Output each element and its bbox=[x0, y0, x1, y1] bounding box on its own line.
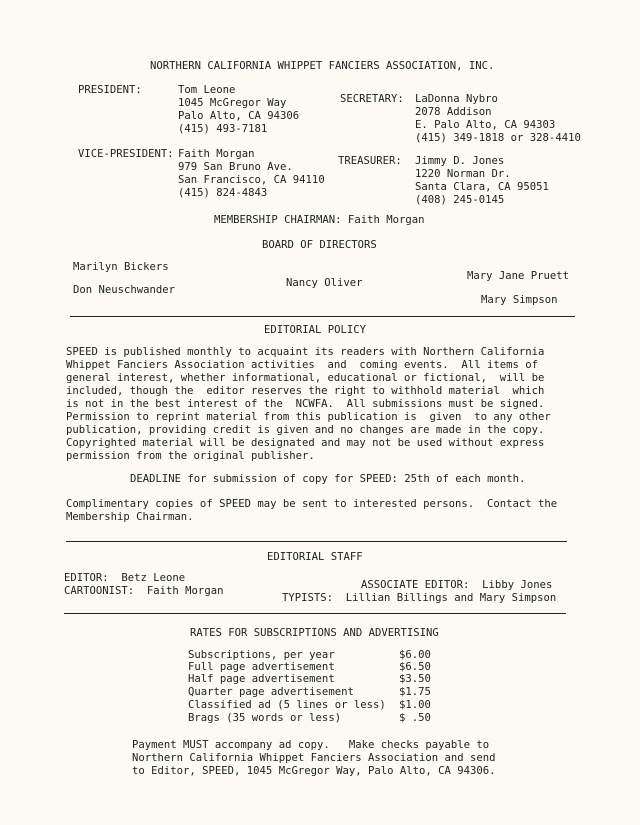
rate-price: $6.50 bbox=[399, 661, 431, 673]
editor-line: EDITOR: Betz Leone bbox=[64, 572, 186, 584]
rate-price: $6.00 bbox=[399, 649, 431, 661]
rate-price: $3.50 bbox=[399, 673, 431, 685]
policy-line: Permission to reprint material from this publication is given to any other bbox=[66, 411, 551, 423]
board-member: Don Neuschwander bbox=[73, 284, 176, 296]
treasurer-role: TREASURER: bbox=[338, 155, 402, 167]
rate-label: Quarter page advertisement bbox=[188, 686, 354, 698]
policy-line: Whippet Fanciers Association activities and coming events. All items of bbox=[66, 359, 538, 371]
president-phone: (415) 493-7181 bbox=[178, 123, 268, 135]
secretary-phone: (415) 349-1818 or 328-4410 bbox=[415, 132, 581, 144]
rate-label: Classified ad (5 lines or less) bbox=[188, 699, 386, 711]
rate-label: Subscriptions, per year bbox=[188, 649, 335, 661]
board-heading: BOARD OF DIRECTORS bbox=[262, 239, 377, 251]
complimentary-line: Complimentary copies of SPEED may be sent to interested persons. Contact the bbox=[66, 498, 558, 510]
section-divider bbox=[70, 316, 575, 317]
treasurer-phone: (408) 245-0145 bbox=[415, 194, 505, 206]
editorial-staff-heading: EDITORIAL STAFF bbox=[267, 551, 363, 563]
rates-heading: RATES FOR SUBSCRIPTIONS AND ADVERTISING bbox=[190, 627, 439, 639]
membership-chairman: MEMBERSHIP CHAIRMAN: Faith Morgan bbox=[214, 214, 425, 226]
treasurer-address: 1220 Norman Dr. bbox=[415, 168, 511, 180]
secretary-address: 2078 Addison bbox=[415, 106, 492, 118]
president-address: 1045 McGregor Way bbox=[178, 97, 287, 109]
complimentary-line: Membership Chairman. bbox=[66, 511, 194, 523]
rate-price: $ .50 bbox=[399, 712, 431, 724]
board-member: Nancy Oliver bbox=[286, 277, 363, 289]
president-name: Tom Leone bbox=[178, 84, 236, 96]
section-divider bbox=[66, 541, 567, 542]
vice-president-role: VICE-PRESIDENT: bbox=[78, 148, 174, 160]
vice-president-city: San Francisco, CA 94110 bbox=[178, 174, 325, 186]
deadline-line: DEADLINE for submission of copy for SPEED: 25th of each month. bbox=[130, 473, 526, 485]
policy-line: is not in the best interest of the NCWFA. All submissions must be signed. bbox=[66, 398, 545, 410]
editorial-policy-heading: EDITORIAL POLICY bbox=[264, 324, 367, 336]
treasurer-name: Jimmy D. Jones bbox=[415, 155, 505, 167]
policy-line: SPEED is published monthly to acquaint its readers with Northern California bbox=[66, 346, 545, 358]
payment-line: Northern California Whippet Fanciers Association and send bbox=[132, 752, 496, 764]
payment-line: Payment MUST accompany ad copy. Make checks payable to bbox=[132, 739, 490, 751]
section-divider bbox=[64, 613, 566, 614]
president-role: PRESIDENT: bbox=[78, 84, 142, 96]
board-member: Mary Jane Pruett bbox=[467, 270, 570, 282]
president-city: Palo Alto, CA 94306 bbox=[178, 110, 300, 122]
cartoonist-line: CARTOONIST: Faith Morgan bbox=[64, 585, 224, 597]
vice-president-phone: (415) 824-4843 bbox=[178, 187, 268, 199]
rate-label: Brags (35 words or less) bbox=[188, 712, 342, 724]
associate-editor-line: ASSOCIATE EDITOR: Libby Jones bbox=[361, 579, 553, 591]
treasurer-city: Santa Clara, CA 95051 bbox=[415, 181, 549, 193]
policy-line: Copyrighted material will be designated and may not be used without express bbox=[66, 437, 545, 449]
rate-label: Half page advertisement bbox=[188, 673, 335, 685]
rate-price: $1.75 bbox=[399, 686, 431, 698]
secretary-city: E. Palo Alto, CA 94303 bbox=[415, 119, 556, 131]
org-title: NORTHERN CALIFORNIA WHIPPET FANCIERS ASSOCIATION, INC. bbox=[150, 60, 495, 72]
typists-line: TYPISTS: Lillian Billings and Mary Simpson bbox=[282, 592, 557, 604]
secretary-role: SECRETARY: bbox=[340, 93, 404, 105]
board-member: Mary Simpson bbox=[481, 294, 558, 306]
policy-line: general interest, whether informational, educational or fictional, will be bbox=[66, 372, 545, 384]
rate-label: Full page advertisement bbox=[188, 661, 335, 673]
secretary-name: LaDonna Nybro bbox=[415, 93, 498, 105]
payment-line: to Editor, SPEED, 1045 McGregor Way, Palo Alto, CA 94306. bbox=[132, 765, 496, 777]
policy-line: permission from the original publisher. bbox=[66, 450, 315, 462]
vice-president-address: 979 San Bruno Ave. bbox=[178, 161, 293, 173]
policy-line: publication, providing credit is given and no changes are made in the copy. bbox=[66, 424, 545, 436]
policy-line: included, though the editor reserves the right to withhold material which bbox=[66, 385, 545, 397]
rate-price: $1.00 bbox=[399, 699, 431, 711]
vice-president-name: Faith Morgan bbox=[178, 148, 255, 160]
board-member: Marilyn Bickers bbox=[73, 261, 169, 273]
